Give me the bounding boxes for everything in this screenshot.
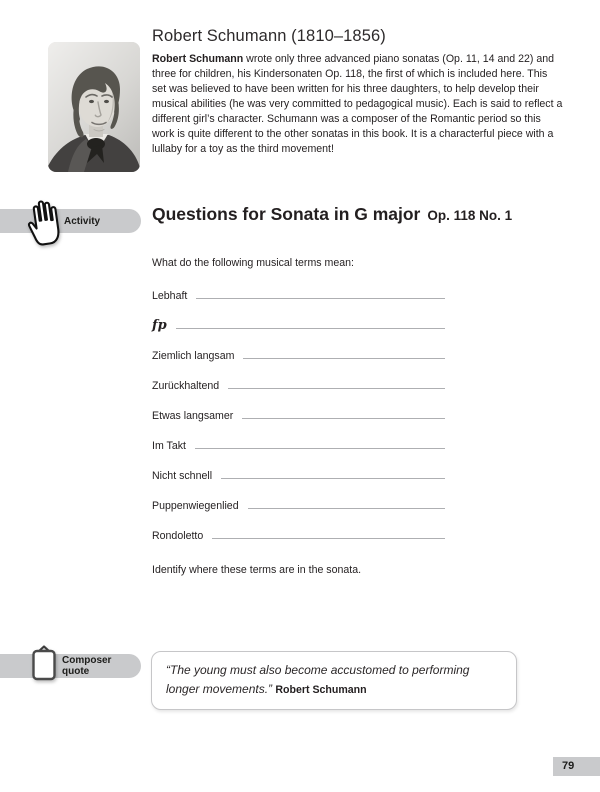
term-label: Ziemlich langsam — [152, 350, 235, 362]
composer-quote-tab-bar — [0, 654, 141, 678]
term-label: Etwas langsamer — [152, 410, 234, 422]
term-label: Nicht schnell — [152, 470, 213, 482]
terms-question-prompt: What do the following musical terms mean: — [152, 257, 354, 269]
activity-tab-bar — [0, 209, 141, 233]
composer-quote-tab-label: Composer quote — [62, 655, 112, 677]
schumann-portrait-image — [48, 42, 140, 172]
hand-activity-icon — [26, 196, 64, 246]
answer-blank-line[interactable] — [195, 433, 445, 449]
answer-blank-line[interactable] — [248, 493, 445, 509]
activity-tab-label: Activity — [64, 215, 101, 227]
quote-attribution: Robert Schumann — [275, 683, 367, 696]
answer-blank-line[interactable] — [221, 463, 445, 479]
answer-blank-line[interactable] — [212, 523, 445, 539]
term-row — [152, 343, 445, 373]
activity-heading — [152, 204, 512, 225]
term-row — [152, 373, 445, 403]
term-row — [152, 463, 445, 493]
answer-blank-line[interactable] — [243, 343, 445, 359]
term-row — [152, 523, 445, 553]
answer-blank-line[interactable] — [228, 373, 445, 389]
term-label: fp — [152, 318, 167, 333]
activity-heading-opus: Op. 118 No. 1 — [427, 208, 513, 223]
bio-lead: Robert Schumann — [152, 53, 244, 65]
activity-heading-main: Questions for Sonata in G major — [152, 204, 421, 224]
term-label: Lebhaft — [152, 290, 188, 302]
answer-blank-line[interactable] — [242, 403, 445, 419]
term-row — [152, 433, 445, 463]
clipboard-quote-icon — [29, 645, 59, 687]
term-label: Im Takt — [152, 440, 186, 452]
term-row — [152, 493, 445, 523]
terms-locate-prompt: Identify where these terms are in the sonata. — [152, 564, 362, 576]
bio-body: wrote only three advanced piano sonatas (Op. 11, 14 and 22) and three for children, his Kindersonaten Op. 118, the first of which is included here. This set was believed to have been written for his three daughters, to help develop their musical abilities (he was very committed to pedagogical music). Each is said to reflect a different girl’s character. Schumann was a composer of the Romantic period so this work is quite different to the other sonatas in this book. It is a characterful piece with a lullaby for a toy as the third movement! — [152, 53, 563, 155]
portrait-illustration — [48, 42, 140, 172]
quote-text: “The young must also become accustomed to performing longer movements.” — [166, 663, 470, 696]
composer-quote-box — [151, 651, 517, 710]
answer-blank-line[interactable] — [196, 283, 445, 299]
term-row — [152, 403, 445, 433]
terms-list — [152, 283, 445, 553]
composer-title: Robert Schumann (1810–1856) — [152, 27, 386, 45]
composer-bio — [152, 52, 564, 157]
page-number-badge: 79 — [553, 757, 600, 776]
term-row — [152, 283, 445, 313]
term-label: Puppenwiegenlied — [152, 500, 239, 512]
answer-blank-line[interactable] — [176, 313, 445, 329]
term-label: Zurückhaltend — [152, 380, 220, 392]
term-row — [152, 313, 445, 343]
term-label: Rondoletto — [152, 530, 204, 542]
